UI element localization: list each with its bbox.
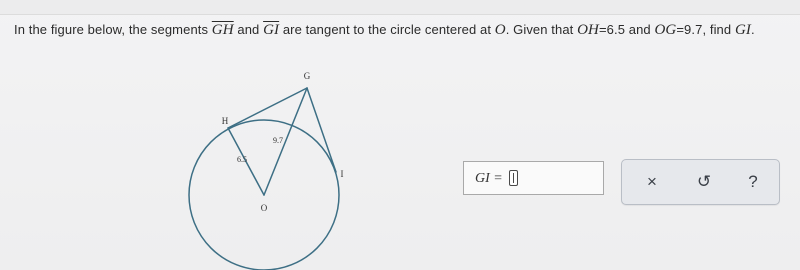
undo-button[interactable]: ↺ bbox=[696, 172, 712, 191]
segment-o-g bbox=[264, 88, 307, 195]
segment-gh: GH bbox=[211, 22, 234, 38]
given-oh-name: OH bbox=[577, 22, 599, 38]
point-g-label: G bbox=[303, 71, 311, 81]
segment-gi: GI bbox=[263, 22, 280, 38]
point-i-label: I bbox=[340, 169, 344, 179]
problem-find: , find bbox=[702, 22, 735, 37]
action-toolbar bbox=[621, 159, 780, 205]
problem-statement bbox=[14, 22, 794, 39]
length-oh-label: 6.5 bbox=[237, 155, 247, 164]
tangent-circle-figure bbox=[185, 62, 365, 270]
given-og-value: =9.7 bbox=[676, 22, 703, 37]
answer-label: GI = bbox=[475, 171, 503, 186]
problem-and-2: and bbox=[625, 22, 655, 37]
answer-cursor[interactable] bbox=[509, 170, 518, 186]
answer-input[interactable] bbox=[463, 161, 604, 195]
tangent-g-h bbox=[228, 88, 307, 128]
problem-period: . bbox=[750, 22, 755, 37]
help-button[interactable]: ? bbox=[748, 172, 758, 191]
top-divider bbox=[0, 0, 800, 15]
problem-and: and bbox=[233, 22, 264, 37]
center-label: O bbox=[494, 22, 506, 38]
length-og-label: 9.7 bbox=[273, 136, 283, 145]
problem-rest-2: . Given that bbox=[505, 22, 578, 37]
point-h-label: H bbox=[221, 116, 229, 126]
clear-button[interactable]: × bbox=[647, 172, 657, 191]
problem-intro: In the figure below, the segments bbox=[14, 22, 212, 37]
given-oh-value: =6.5 bbox=[598, 22, 626, 37]
given-og-name: OG bbox=[654, 22, 677, 38]
target-gi: GI bbox=[734, 22, 751, 38]
point-o-label: O bbox=[260, 203, 268, 213]
tangent-g-i bbox=[307, 88, 336, 172]
problem-rest-1: are tangent to the circle centered at bbox=[279, 22, 495, 37]
